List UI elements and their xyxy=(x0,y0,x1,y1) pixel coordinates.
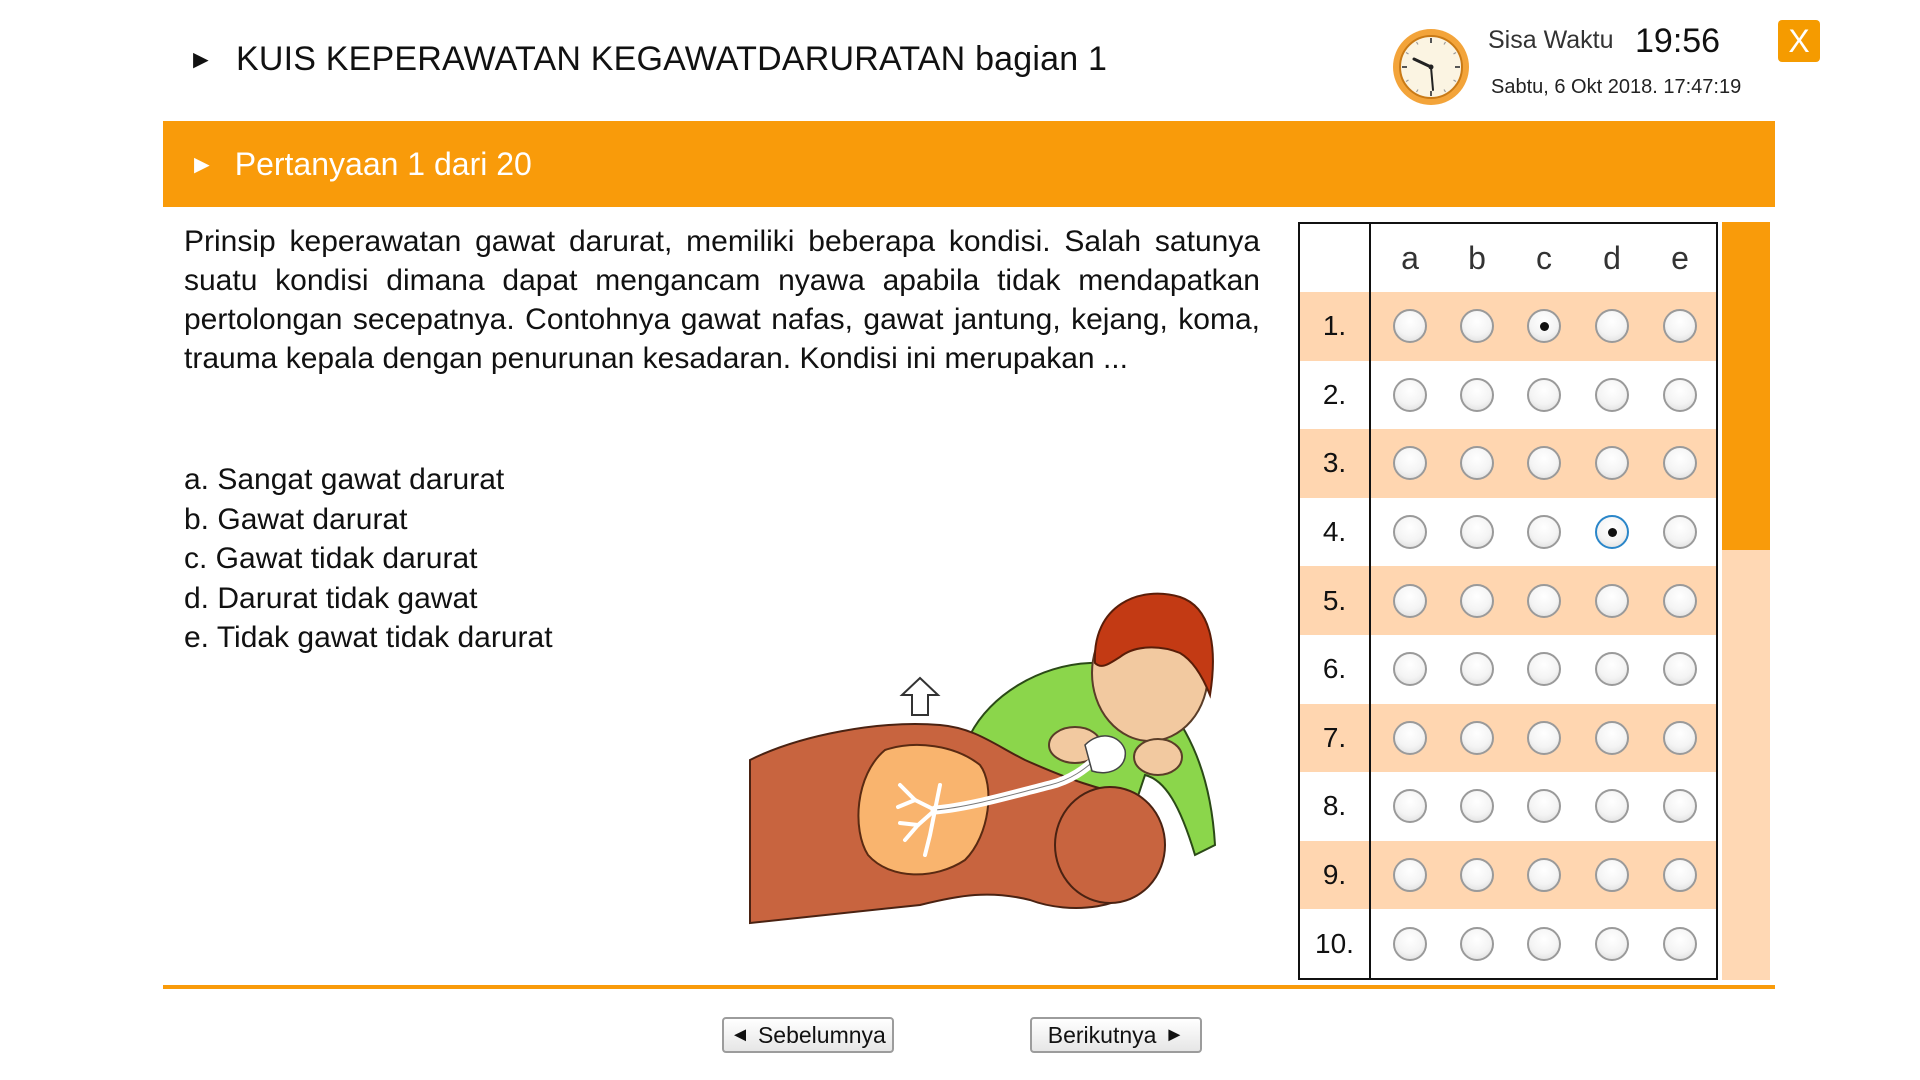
radio-q9-d[interactable] xyxy=(1595,858,1629,892)
radio-q8-b[interactable] xyxy=(1460,789,1494,823)
row-number: 8. xyxy=(1322,790,1347,822)
question-counter: Pertanyaan 1 dari 20 xyxy=(234,145,532,182)
answer-row xyxy=(1300,566,1716,635)
radio-q2-a[interactable] xyxy=(1393,378,1427,412)
radio-q8-d[interactable] xyxy=(1595,789,1629,823)
footer-divider xyxy=(163,985,1775,989)
radio-q5-d[interactable] xyxy=(1595,584,1629,618)
radio-q4-a[interactable] xyxy=(1393,515,1427,549)
next-button[interactable] xyxy=(1030,1017,1202,1053)
radio-q10-d[interactable] xyxy=(1595,927,1629,961)
radio-q8-c[interactable] xyxy=(1527,789,1561,823)
quiz-title xyxy=(188,40,1107,79)
clock-icon xyxy=(1390,26,1472,108)
left-arrow-icon: ◄ xyxy=(730,1023,750,1046)
row-number: 7. xyxy=(1322,721,1347,753)
radio-q4-e[interactable] xyxy=(1663,515,1697,549)
close-button[interactable]: X xyxy=(1778,20,1820,62)
radio-q3-a[interactable] xyxy=(1393,446,1427,480)
column-header-a: a xyxy=(1401,240,1419,276)
date-time: Sabtu, 6 Okt 2018. 17:47:19 xyxy=(1491,76,1742,98)
answer-grid xyxy=(1298,222,1718,980)
question-text: Prinsip keperawatan gawat darurat, memiliki beberapa kondisi. Salah satunya suatu kondisi dimana dapat mengancam nyawa apabila tidak mendapatkan pertolongan secepatnya. Contohnya gawat nafas, gawat jantung, kejang, koma, trauma kepala dengan penurunan kesadaran. Kondisi ini merupakan ... xyxy=(184,225,1260,375)
radio-q5-c[interactable] xyxy=(1527,584,1561,618)
radio-q1-a[interactable] xyxy=(1393,309,1427,343)
answer-row xyxy=(1300,772,1716,841)
answer-row xyxy=(1300,361,1716,430)
rescue-breathing-illustration xyxy=(740,545,1280,935)
radio-q10-b[interactable] xyxy=(1460,927,1494,961)
answer-row xyxy=(1300,498,1716,567)
radio-q7-a[interactable] xyxy=(1393,721,1427,755)
next-button-label: Berikutnya xyxy=(1047,1021,1157,1048)
radio-q10-c[interactable] xyxy=(1527,927,1561,961)
previous-button-label: Sebelumnya xyxy=(757,1021,886,1048)
row-number: 2. xyxy=(1322,378,1347,410)
option-d[interactable]: d. Darurat tidak gawat xyxy=(184,581,478,615)
radio-q3-b[interactable] xyxy=(1460,446,1494,480)
quiz-title-text: KUIS KEPERAWATAN KEGAWATDARURATAN bagian 1 xyxy=(235,40,1108,78)
radio-q2-c[interactable] xyxy=(1527,378,1561,412)
play-triangle-icon: ► xyxy=(189,148,215,179)
row-number: 10. xyxy=(1315,927,1354,959)
radio-q7-b[interactable] xyxy=(1460,721,1494,755)
answer-row xyxy=(1300,841,1716,910)
radio-q1-e[interactable] xyxy=(1663,309,1697,343)
radio-q9-c[interactable] xyxy=(1527,858,1561,892)
radio-q8-e[interactable] xyxy=(1663,789,1697,823)
column-header-d: d xyxy=(1603,240,1621,276)
previous-button[interactable] xyxy=(722,1017,894,1053)
right-arrow-icon: ► xyxy=(1164,1023,1185,1046)
answer-options xyxy=(184,460,553,658)
row-number: 9. xyxy=(1322,859,1347,891)
radio-q7-e[interactable] xyxy=(1663,721,1697,755)
radio-q2-e[interactable] xyxy=(1663,378,1697,412)
row-number: 5. xyxy=(1322,584,1347,616)
radio-q7-c[interactable] xyxy=(1527,721,1561,755)
radio-q9-e[interactable] xyxy=(1663,858,1697,892)
answer-row xyxy=(1300,292,1716,361)
up-arrow-icon xyxy=(902,678,938,715)
radio-q6-e[interactable] xyxy=(1663,652,1697,686)
scrollbar-thumb[interactable] xyxy=(1722,222,1770,550)
radio-q6-c[interactable] xyxy=(1527,652,1561,686)
radio-q7-d[interactable] xyxy=(1595,721,1629,755)
radio-q5-a[interactable] xyxy=(1393,584,1427,618)
grid-header xyxy=(1300,224,1716,292)
column-header-b: b xyxy=(1468,240,1486,276)
radio-q5-e[interactable] xyxy=(1663,584,1697,618)
radio-q9-b[interactable] xyxy=(1460,858,1494,892)
radio-q6-d[interactable] xyxy=(1595,652,1629,686)
radio-q1-b[interactable] xyxy=(1460,309,1494,343)
row-number: 6. xyxy=(1322,653,1347,685)
question-counter-bar xyxy=(163,121,1775,207)
timer-value: 19:56 xyxy=(1635,22,1721,60)
row-number: 4. xyxy=(1322,516,1347,548)
radio-q3-e[interactable] xyxy=(1663,446,1697,480)
answer-row xyxy=(1300,429,1716,498)
radio-q6-a[interactable] xyxy=(1393,652,1427,686)
answer-row xyxy=(1300,909,1716,978)
radio-q10-a[interactable] xyxy=(1393,927,1427,961)
radio-q6-b[interactable] xyxy=(1460,652,1494,686)
answer-row xyxy=(1300,635,1716,704)
radio-q2-d[interactable] xyxy=(1595,378,1629,412)
radio-q1-c[interactable] xyxy=(1527,309,1561,343)
number-column-divider xyxy=(1369,224,1371,978)
radio-q8-a[interactable] xyxy=(1393,789,1427,823)
option-a[interactable]: a. Sangat gawat darurat xyxy=(184,463,505,496)
option-c[interactable]: c. Gawat tidak darurat xyxy=(184,542,478,575)
radio-q10-e[interactable] xyxy=(1663,927,1697,961)
row-number: 3. xyxy=(1322,447,1347,479)
radio-q4-c[interactable] xyxy=(1527,515,1561,549)
option-e[interactable]: e. Tidak gawat tidak darurat xyxy=(184,621,553,654)
timer-label: Sisa Waktu xyxy=(1488,26,1614,54)
radio-q3-c[interactable] xyxy=(1527,446,1561,480)
radio-q4-b[interactable] xyxy=(1460,515,1494,549)
answer-row xyxy=(1300,704,1716,773)
radio-q3-d[interactable] xyxy=(1595,446,1629,480)
play-triangle-icon: ► xyxy=(188,44,214,74)
column-header-e: e xyxy=(1671,240,1689,276)
radio-q4-d[interactable] xyxy=(1595,515,1629,549)
radio-q5-b[interactable] xyxy=(1460,584,1494,618)
radio-q9-a[interactable] xyxy=(1393,858,1427,892)
row-number: 1. xyxy=(1322,310,1347,342)
option-b[interactable]: b. Gawat darurat xyxy=(184,502,408,536)
column-header-c: c xyxy=(1536,240,1552,276)
radio-q1-d[interactable] xyxy=(1595,309,1629,343)
radio-q2-b[interactable] xyxy=(1460,378,1494,412)
